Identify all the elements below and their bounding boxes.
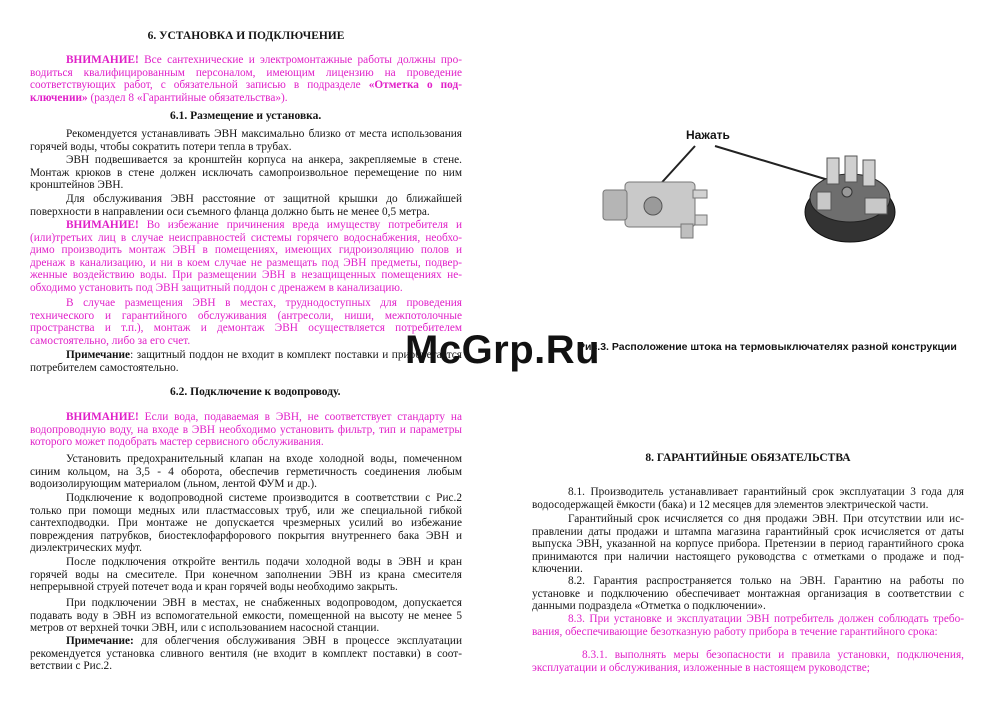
- watermark: McGrp.Ru: [405, 328, 601, 372]
- warranty-paragraph-2: Гарантийный срок исчисляется со дня продажи ЭВН. При отсутствии или ис-правлении даты продажи и штампа магазина гарантийный срок исчисляется от даты выпуска ЭВН, указанной на корпусе прибора. Претензии в период гарантийного срока принимаются при наличии настоящего руководства с отметками о продаже и под-ключении.: [532, 513, 964, 576]
- warning-tail: (раздел 8 «Гарантийные обязательства»).: [87, 91, 288, 104]
- warranty-paragraph-4: 8.3. При установке и эксплуатации ЭВН потребитель должен соблюдать требо-вания, обеспечивающие безотказную работу прибора в течение гарантийного срока:: [532, 613, 964, 638]
- thermostat-right: [805, 156, 895, 242]
- pointer-arrow: [715, 146, 835, 182]
- s61-paragraph-4: В случае размещения ЭВН в местах, труднодоступных для проведения технического и гарантийного обслуживания (антресоли, ниши, межпотолочные пространства и т.п.), монтаж и демонтаж ЭВН осуществляется потребителем самостоятельно, либо за его счет.: [30, 297, 462, 347]
- s62-paragraph-1: Установить предохранительный клапан на входе холодной воды, помеченном синим кольцом, на 3,5 - 4 оборота, обеспечив герметичность соединения любым водоизолирующим материалом (льном, лентой ФУМ и др.).: [30, 453, 462, 491]
- s62-paragraph-3: После подключения откройте вентиль подачи холодной воды в ЭВН и кран горячей воды на смесителе. При конечном заполнении ЭВН из крана смесителя непрерывной струей потечет вода и кран горячей воды необходимо закрыть.: [30, 556, 462, 594]
- note-label: Примечание: [66, 349, 131, 361]
- subsection-6-2-title: 6.2. Подключение к водопроводу.: [170, 386, 341, 398]
- press-label: Нажать: [686, 128, 730, 142]
- note-paragraph-2: [30, 635, 462, 673]
- thermostat-photo: [595, 120, 925, 250]
- s61-paragraph-1: Рекомендуется устанавливать ЭВН максимально близко от места использования горячей воды, чтобы сократить потери тепла в трубах.: [30, 128, 462, 153]
- note-text: для облегчения обслуживания ЭВН в процессе эксплуатации рекомендуется установка сливного вентиля (не входит в комплект поставки) в соот-ветствии с Рис.2.: [30, 635, 462, 673]
- s61-paragraph-2: ЭВН подвешивается за кронштейн корпуса на анкера, закрепляемые в стене. Монтаж крюков в стене должен исключать самопроизвольное перемещение по ним кронштейнов ЭВН.: [30, 154, 462, 192]
- warning-ref: «Отметка о под-ключении»: [30, 79, 462, 104]
- section-6-title: 6. УСТАНОВКА И ПОДКЛЮЧЕНИЕ: [147, 30, 345, 42]
- warning-paragraph-1: [30, 54, 462, 104]
- s62-paragraph-2: Подключение к водопроводной системе производится в соответствии с Рис.2 только при помощи медных или пластмассовых труб, или же специальной гибкой сантехподводки. При монтаже не допускается чрезмерных усилий во избежание повреждения патрубков, биостеклофарфорового покрытия внутреннего бака ЭВН и диэлектрических муфт.: [30, 492, 462, 555]
- note-label: Примечание:: [66, 635, 134, 647]
- note-paragraph-1: [30, 349, 462, 374]
- warning-text: Если вода, подаваемая в ЭВН, не соответствует стандарту на водопроводную воду, на входе в ЭВН необходимо установить фильтр, тип и параметры которого может подобрать мастер сервисного обслуживания.: [30, 411, 462, 449]
- warning-label: ВНИМАНИЕ!: [66, 219, 139, 231]
- warning-text: Во избежание причинения вреда имуществу потребителя и (или)третьих лиц в случае неисправностей системы горячего водоснабжения, необхо-димо производить монтаж ЭВН в помещениях, имеющих гидроизоляцию полов и дренаж в канализацию, и ни в коем случае не размещать под ЭВН предметы, подвер-женные воздействию воды. При размещении ЭВН в незащищенных помещениях не-обходимо установить под ЭВН защитный поддон с дренажем в канализацию.: [30, 219, 462, 294]
- warranty-paragraph-5: 8.3.1. выполнять меры безопасности и правила установки, подключения, эксплуатации и обслуживания, изложенные в настоящем руководстве;: [532, 649, 964, 674]
- warning-label: ВНИМАНИЕ!: [66, 411, 139, 423]
- warranty-paragraph-3: 8.2. Гарантия распространяется только на ЭВН. Гарантию на работы по установке и подключению обеспечивает монтажная организация в соответствии с данными подраздела «Отметка о подключении».: [532, 575, 964, 613]
- subsection-6-1-title: 6.1. Размещение и установка.: [170, 110, 322, 122]
- warranty-paragraph-1: 8.1. Производитель устанавливает гарантийный срок эксплуатации 3 года для водосодержащей ёмкости (бака) и 12 месяцев для элементов электрической части.: [532, 486, 964, 511]
- thermostat-left: [603, 182, 707, 238]
- s62-paragraph-4: При подключении ЭВН в местах, не снабженных водопроводом, допускается подавать воду в ЭВН из вспомогательной емкости, помещенной на высоту не менее 5 метров от верхней точки ЭВН, или с использованием насосной станции.: [30, 597, 462, 635]
- warning-text: Все сантехнические и электромонтажные работы должны про-водиться квалифицированным персоналом, имеющим лицензию на проведение соответствующих работ, с обязательной записью в подразделе: [30, 54, 462, 92]
- warning-label: ВНИМАНИЕ!: [66, 54, 139, 66]
- warning-paragraph-2: [30, 219, 462, 295]
- note-text: : защитный поддон не входит в комплект поставки и приобретается потребителем самостоятельно.: [30, 349, 462, 374]
- s61-paragraph-3: Для обслуживания ЭВН расстояние от защитной крышки до ближайшей поверхности в направлении оси съемного фланца должно быть не менее 0,5 метра.: [30, 193, 462, 218]
- warning-paragraph-3: [30, 411, 462, 449]
- figure-caption: Рис.3. Расположение штока на термовыключателях разной конструкции: [578, 341, 957, 353]
- section-8-title: 8. ГАРАНТИЙНЫЕ ОБЯЗАТЕЛЬСТВА: [645, 452, 851, 464]
